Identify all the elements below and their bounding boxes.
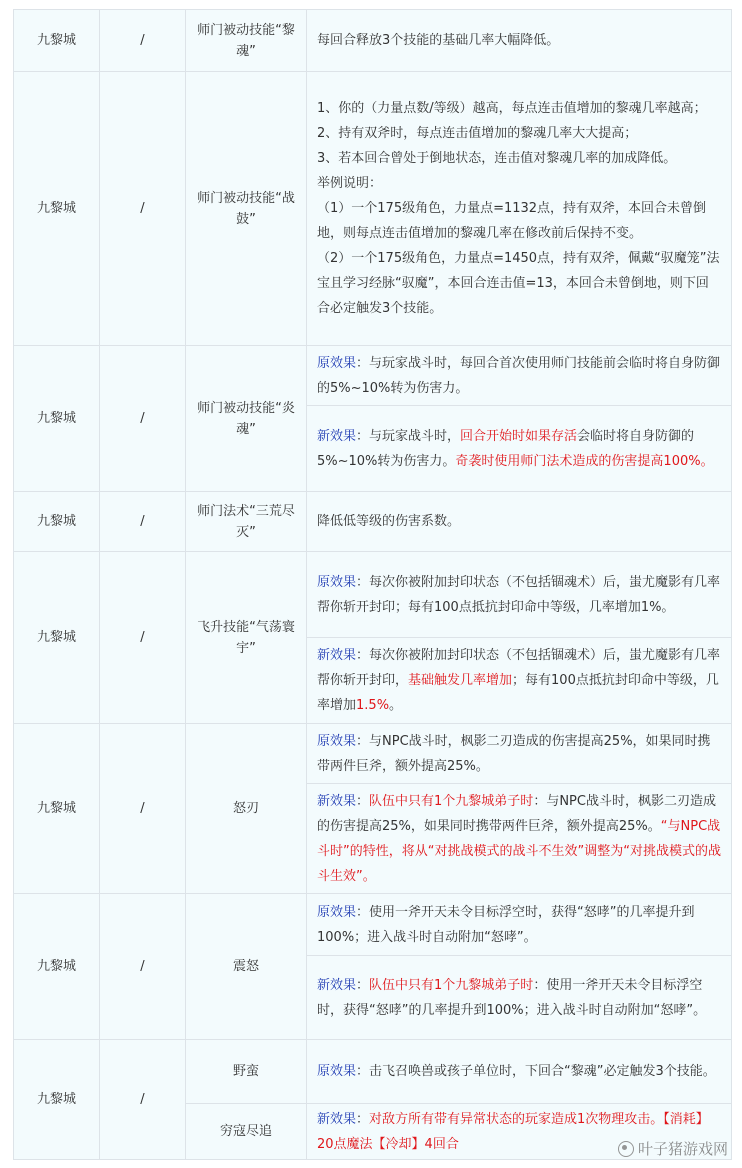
- effect-text: 1、你的（力量点数/等级）越高，每点连击值增加的黎魂几率越高；: [317, 101, 707, 116]
- table-row: [14, 10, 732, 72]
- slash-cell: /: [100, 552, 186, 724]
- highlight-text: 队伍中只有1个九黎城弟子时: [369, 793, 534, 809]
- school-cell: 九黎城: [14, 346, 100, 492]
- effect-text: 每回合释放3个技能的基础几率大幅降低。: [317, 33, 560, 48]
- effect-label: 原效果: [317, 1064, 357, 1079]
- skill-change-table: [13, 9, 732, 1160]
- school-cell: 九黎城: [14, 724, 100, 894]
- effect-cell: [307, 724, 732, 784]
- effect-cell: [307, 894, 732, 956]
- table-row: [14, 552, 732, 638]
- highlight-text: 奇袭时使用师门法术造成的伤害提高100%。: [455, 453, 714, 469]
- school-cell: 九黎城: [14, 894, 100, 1040]
- slash-cell: /: [100, 72, 186, 346]
- effect-label: 原效果: [317, 355, 357, 371]
- watermark-text: 叶子猪游戏网: [637, 1140, 728, 1158]
- effect-cell: [307, 346, 732, 406]
- effect-text: ：每次你被附加封印状态（不包括锢魂术）后，蚩尤魔影有几率帮你斩开封印，: [317, 648, 721, 688]
- skill-name-cell: 震怒: [186, 894, 307, 1040]
- effect-line: [317, 351, 721, 401]
- skill-name-cell: 师门法术“三荒尽灭”: [186, 492, 307, 552]
- effect-line: [317, 96, 721, 121]
- effect-line: [317, 121, 721, 146]
- effect-cell: [307, 72, 732, 346]
- effect-text: ：与NPC战斗时，枫影二刃造成的伤害提高25%，如果同时携带两件巨斧，额外提高25%。: [317, 793, 716, 834]
- highlight-text: 队伍中只有1个九黎城弟子时: [369, 977, 534, 993]
- effect-text: ：与NPC战斗时，枫影二刃造成的伤害提高25%，如果同时携带两件巨斧，额外提高25%。: [317, 733, 711, 774]
- effect-label: 新效果: [317, 648, 357, 663]
- school-cell: 九黎城: [14, 72, 100, 346]
- effect-label: 原效果: [317, 904, 357, 920]
- effect-text: 举例说明：: [317, 176, 383, 191]
- effect-text: ：与玩家战斗时，每回合首次使用师门技能前会临时将自身防御的5%~10%转为伤害力。: [317, 355, 721, 396]
- effect-line: [317, 28, 721, 53]
- table-row: [14, 1040, 732, 1104]
- effect-text: ：: [356, 793, 370, 809]
- effect-line: [317, 643, 721, 718]
- effect-line: [317, 171, 721, 196]
- effect-cell: [307, 10, 732, 72]
- effect-text: （2）一个175级角色，力量点=1450点，持有双斧，佩戴“驭魔笼”法宝且学习经脉“驭魔”，本回合连击值=13，本回合未曾倒地，则下回合必定触发3个技能。: [317, 251, 720, 316]
- highlight-text: 对敌方所有带有异常状态的玩家造成1次物理攻击。【消耗】20点魔法【冷却】4回合: [317, 1111, 709, 1152]
- effect-label: 新效果: [317, 793, 357, 809]
- effect-text: ：使用一斧开天未令目标浮空时，获得“怒哮”的几率提升到100%；进入战斗时自动附加“怒哮”。: [317, 977, 707, 1018]
- table-row: [14, 492, 732, 552]
- highlight-text: 回合开始时如果存活: [460, 428, 578, 444]
- effect-line: [317, 196, 721, 246]
- skill-name-cell: 师门被动技能“战鼓”: [186, 72, 307, 346]
- skill-name-cell: 穷寇尽追: [186, 1104, 307, 1160]
- table-body: [14, 10, 732, 1160]
- slash-cell: /: [100, 10, 186, 72]
- slash-cell: /: [100, 492, 186, 552]
- effect-label: 新效果: [317, 428, 357, 444]
- effect-text: ：使用一斧开天未令目标浮空时，获得“怒哮”的几率提升到100%；进入战斗时自动附加“怒哮”。: [317, 904, 695, 945]
- effect-cell: [307, 552, 732, 638]
- effect-cell: [307, 492, 732, 552]
- highlight-text: 1.5%: [356, 698, 390, 713]
- effect-text: 。: [389, 698, 403, 713]
- effect-line: [317, 570, 721, 620]
- school-cell: 九黎城: [14, 552, 100, 724]
- effect-text: ：击飞召唤兽或孩子单位时，下回合“黎魂”必定触发3个技能。: [356, 1064, 716, 1079]
- table-row: [14, 894, 732, 956]
- effect-cell: [307, 784, 732, 894]
- table-row: [14, 724, 732, 784]
- effect-text: ：每次你被附加封印状态（不包括锢魂术）后，蚩尤魔影有几率帮你斩开封印；每有100点抵抗封印命中等级，几率增加1%。: [317, 574, 721, 615]
- effect-label: 新效果: [317, 977, 357, 993]
- slash-cell: /: [100, 724, 186, 894]
- school-cell: 九黎城: [14, 1040, 100, 1160]
- effect-line: [317, 973, 721, 1023]
- effect-text: ；每有100点抵抗封印命中等级，几率增加: [317, 673, 719, 713]
- watermark: [618, 1138, 728, 1159]
- slash-cell: /: [100, 346, 186, 492]
- effect-line: [317, 146, 721, 171]
- effect-label: 新效果: [317, 1111, 357, 1127]
- slash-cell: /: [100, 894, 186, 1040]
- skill-name-cell: 野蛮: [186, 1040, 307, 1104]
- effect-line: [317, 1059, 721, 1084]
- effect-cell: [307, 1040, 732, 1104]
- highlight-text: 基础触发几率增加: [408, 673, 513, 688]
- effect-text: （1）一个175级角色，力量点=1132点，持有双斧，本回合未曾倒地，则每点连击值增加的黎魂几率在修改前后保持不变。: [317, 201, 707, 241]
- effect-text: 降低低等级的伤害系数。: [317, 514, 461, 529]
- skill-name-cell: 师门被动技能“黎魂”: [186, 10, 307, 72]
- skill-name-cell: 师门被动技能“炎魂”: [186, 346, 307, 492]
- effect-cell: [307, 406, 732, 492]
- effect-text: 2、持有双斧时，每点连击值增加的黎魂几率大大提高；: [317, 126, 638, 141]
- effect-line: [317, 509, 721, 534]
- effect-label: 原效果: [317, 733, 357, 749]
- effect-line: [317, 789, 721, 889]
- camera-icon: [618, 1141, 634, 1157]
- skill-name-cell: 飞升技能“气荡寰宇”: [186, 552, 307, 724]
- school-cell: 九黎城: [14, 492, 100, 552]
- effect-cell: [307, 638, 732, 724]
- effect-line: [317, 246, 721, 321]
- effect-cell: [307, 956, 732, 1040]
- slash-cell: /: [100, 1040, 186, 1160]
- table-row: [14, 346, 732, 406]
- table-row: [14, 72, 732, 346]
- effect-line: [317, 729, 721, 779]
- highlight-text: “与NPC战斗时”的特性，将从“对挑战模式的战斗不生效”调整为“对挑战模式的战斗生效”。: [317, 818, 721, 884]
- skill-name-cell: 怒刃: [186, 724, 307, 894]
- effect-label: 原效果: [317, 574, 357, 590]
- effect-text: ：: [356, 1111, 370, 1127]
- effect-text: 会临时将自身防御的5%~10%转为伤害力。: [317, 428, 695, 469]
- effect-text: ：: [356, 977, 370, 993]
- effect-text: ：与玩家战斗时，: [356, 428, 461, 444]
- effect-line: [317, 900, 721, 950]
- effect-text: 3、若本回合曾处于倒地状态，连击值对黎魂几率的加成降低。: [317, 151, 677, 166]
- effect-line: [317, 424, 721, 474]
- school-cell: 九黎城: [14, 10, 100, 72]
